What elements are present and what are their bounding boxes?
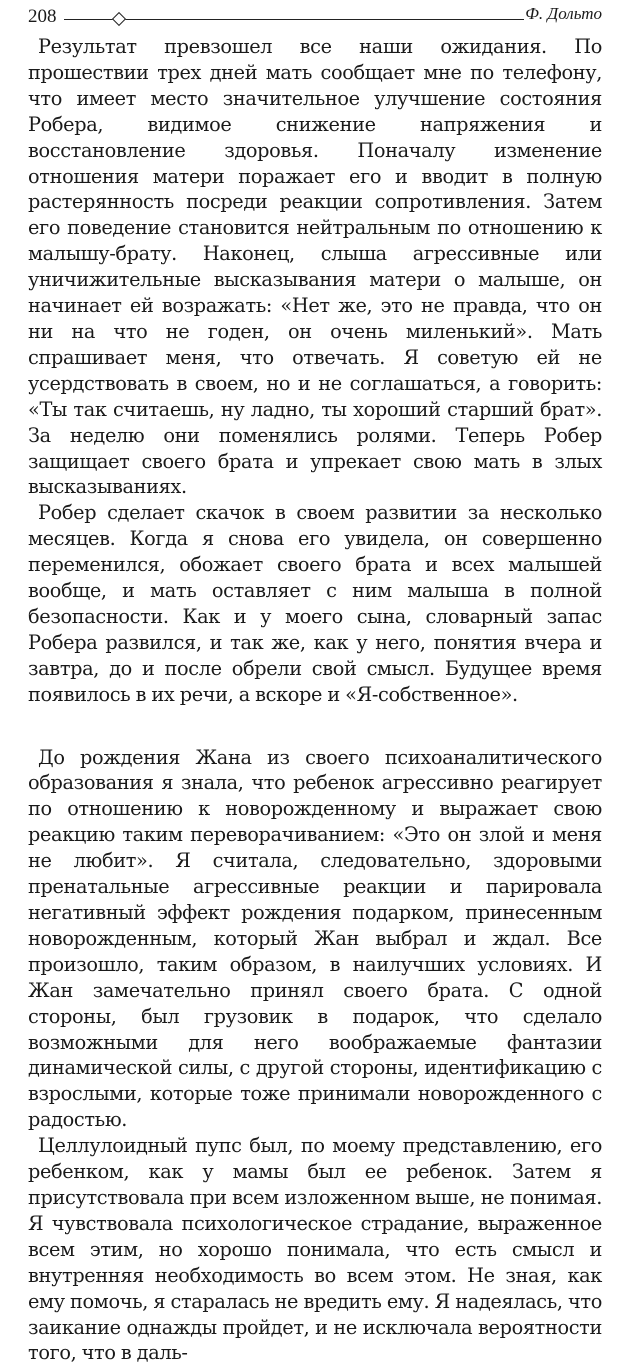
body-text [28,34,602,1366]
paragraph: До рождения Жана из своего психоаналитического образования я знала, что ребенок агрессивно реагирует по отношению к новорожденному и выражает свою реакцию таким переворачиванием: «Это он злой и меня не любит». Я считала, следовательно, здоровыми пренатальные агрессивные реакции и парировала негативный эффект рождения подарком, принесенным новорожденным, который Жан выбрал и ждал. Все произошло, таким образом, в наилучших условиях. И Жан замечательно принял своего брата. С одной стороны, был грузовик в подарок, что сделало возможными для него воображаемые фантазии динамической силы, с другой стороны, идентификацию с взрослыми, которые тоже принимали новорожденного с радостью. [28,745,602,1132]
paragraph: Целлулоидный пупс был, по моему представлению, его ребенком, как у мамы был ее ребенок. Затем я присутствовала при всем изложенном выше, не понимая. Я чувствовала психологическое страдание, выраженное всем этим, но хорошо понимала, что есть смысл и внутренняя необходимость во всем этом. Не зная, как ему помочь, я старалась не вредить ему. Я надеялась, что заикание однажды пройдет, и не исключала вероятности того, что в даль- [28,1134,602,1365]
paragraph: Робер сделает скачок в своем развитии за несколько месяцев. Когда я снова его увидела, он совершенно переменился, обожает своего брата и всех малышей вообще, и мать оставляет с ним малыша в полной безопасности. Как и у моего сына, словарный запас Робера развился, и так же, как у него, понятия вчера и завтра, до и после обрели свой смысл. Будущее время появилось в их речи, а вскоре и «Я-собственное». [28,501,602,706]
paragraph: Результат превзошел все наши ожидания. По прошествии трех дней мать сообщает мне по телефону, что имеет место значительное улучшение состояния Робера, видимое снижение напряжения и восстановление здоровья. Поначалу изменение отношения матери поражает его и вводит в полную растерянность посреди реакции сопротивления. Затем его поведение становится нейтральным по отношению к малышу-брату. Наконец, слыша агрессивные или уничижительные высказывания матери о малыше, он начинает ей возражать: «Нет же, это не правда, что он ни на что не годен, он очень миленький». Мать спрашивает меня, что отвечать. Я советую ей не усердствовать в своем, но и не соглашаться, а говорить: «Ты так считаешь, ну ладно, ты хороший старший брат». За неделю они поменялись ролями. Теперь Робер защищает своего брата и упрекает свою мать в злых высказываниях. [28,35,602,499]
page-number: 208 [28,6,57,27]
page-header [28,0,602,34]
running-head-author: Ф. Дольто [525,4,602,23]
section-break [28,708,602,745]
header-rule [64,19,524,20]
diamond-ornament-icon [112,12,126,26]
